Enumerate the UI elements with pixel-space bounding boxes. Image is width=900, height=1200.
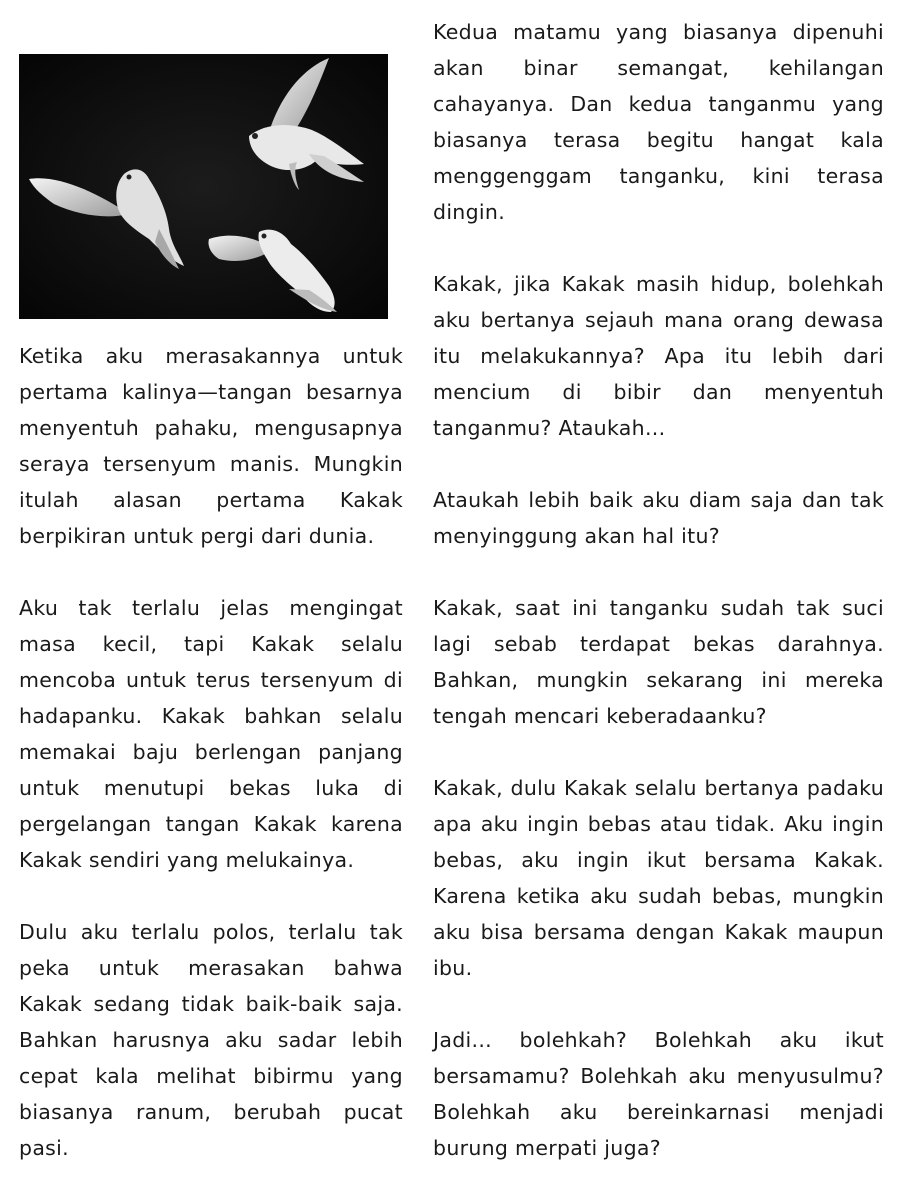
paragraph: Kakak, dulu Kakak selalu bertanya padaku apa aku ingin bebas atau tidak. Aku ingin bebas, aku ingin ikut bersama Kakak. Karena ketika aku sudah bebas, mungkin aku bisa bersama dengan Kakak maupun ibu. — [433, 776, 884, 980]
paragraph: Kakak, jika Kakak masih hidup, bolehkah aku bertanya sejauh mana orang dewasa itu melakukannya? Apa itu lebih dari mencium di bibir dan menyentuh tanganmu? Ataukah... — [433, 272, 884, 440]
paragraph: Aku tak terlalu jelas mengingat masa kecil, tapi Kakak selalu mencoba untuk terus tersenyum di hadapanku. Kakak bahkan selalu memakai baju berlengan panjang untuk menutupi bekas luka di pergelangan tangan Kakak karena Kakak sendiri yang melukainya. — [19, 596, 403, 872]
paragraph: Dulu aku terlalu polos, terlalu tak peka untuk merasakan bahwa Kakak sedang tidak baik-baik saja. Bahkan harusnya aku sadar lebih cepat kala melihat bibirmu yang biasanya ranum, berubah pucat pasi. — [19, 920, 403, 1160]
paragraph: Jadi... bolehkah? Bolehkah aku ikut bersamamu? Bolehkah aku menyusulmu? Bolehkah aku bereinkarnasi menjadi burung merpati juga? — [433, 1028, 884, 1160]
doves-photo-icon — [19, 54, 388, 319]
paragraph: Ketika aku merasakannya untuk pertama kalinya—tangan besarnya menyentuh pahaku, mengusapnya seraya tersenyum manis. Mungkin itulah alasan pertama Kakak berpikiran untuk pergi dari dunia. — [19, 344, 403, 548]
paragraph: Kedua matamu yang biasanya dipenuhi akan binar semangat, kehilangan cahayanya. Dan kedua tanganmu yang biasanya terasa begitu hangat kala menggenggam tanganku, kini terasa dingin. — [433, 20, 884, 224]
paragraph: Kakak, saat ini tanganku sudah tak suci lagi sebab terdapat bekas darahnya. Bahkan, mungkin sekarang ini mereka tengah mencari keberadaanku? — [433, 596, 884, 728]
doves-photo — [19, 54, 388, 319]
paragraph: Ataukah lebih baik aku diam saja dan tak menyinggung akan hal itu? — [433, 488, 884, 548]
left-text-column — [19, 338, 403, 1166]
right-text-column — [433, 14, 884, 1166]
